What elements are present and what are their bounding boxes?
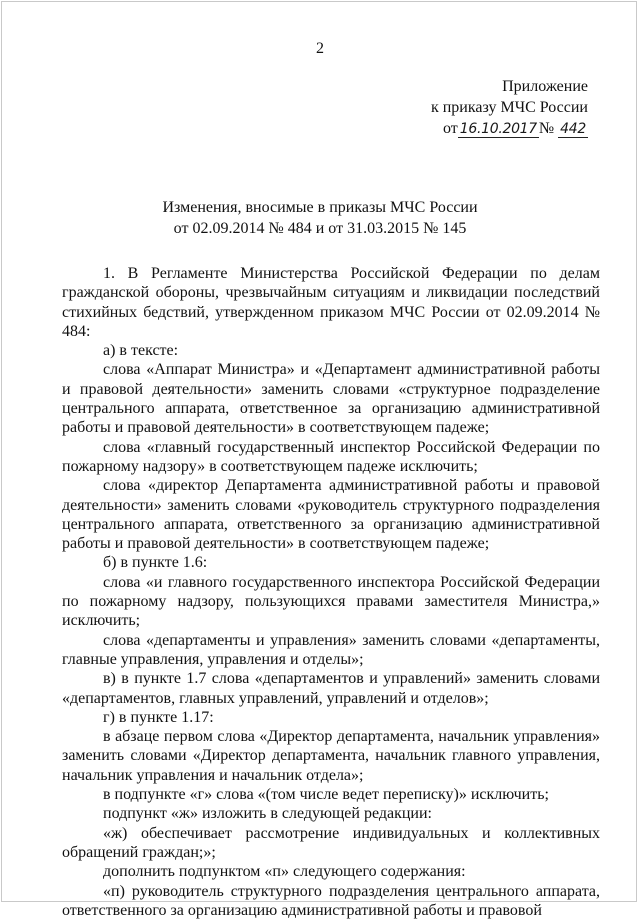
paragraph: в абзаце первом слова «Директор департамента, начальник управления» заменить словами «Директор департамента, начальник главного управления, начальник управления и начальник отдела»; <box>62 727 600 785</box>
paragraph: г) в пункте 1.17: <box>62 708 600 727</box>
paragraph: подпункт «ж» изложить в следующей редакции: <box>62 804 600 823</box>
handwritten-date: 16.10.2017 <box>458 121 539 138</box>
page-number: 2 <box>0 40 640 58</box>
appendix-block <box>431 76 588 139</box>
paragraph: в подпункте «г» слова «(том числе ведет переписку)» исключить; <box>62 785 600 804</box>
title-line-1: Изменения, вносимые в приказы МЧС России <box>0 197 640 218</box>
paragraph: «ж) обеспечивает рассмотрение индивидуальных и коллективных обращений граждан;»; <box>62 824 600 863</box>
appendix-order-reference: к приказу МЧС России <box>431 97 588 118</box>
paragraph: в) в пункте 1.7 слова «департаментов и управлений» заменить словами «департаментов, главных управлений, управлений и отделов»; <box>62 669 600 708</box>
date-from-label: от <box>443 120 458 137</box>
paragraph: слова «департаменты и управления» заменить словами «департаменты, главные управления, управления и отделы»; <box>62 631 600 670</box>
paragraph: 1. В Регламенте Министерства Российской Федерации по делам гражданской обороны, чрезвычайным ситуациям и ликвидации последствий стихийных бедствий, утвержденном приказом МЧС России от 02.09.2014 № 484: <box>62 264 600 341</box>
paragraph: слова «директор Департамента административной работы и правовой деятельности» заменить словами «руководитель структурного подразделения центрального аппарата, ответственного за организацию административной работы и правовой деятельности» в соответствующем падеже; <box>62 476 600 553</box>
appendix-date-number-line <box>431 118 588 139</box>
paragraph: «п) руководитель структурного подразделения центрального аппарата, ответственного за организацию административной работы и правовой <box>62 882 600 920</box>
document-title <box>0 197 640 239</box>
paragraph: дополнить подпунктом «п» следующего содержания: <box>62 862 600 881</box>
paragraph: слова «и главного государственного инспектора Российской Федерации по пожарному надзору, пользующихся правами заместителя Министра,» исключить; <box>62 573 600 631</box>
paragraph: слова «Аппарат Министра» и «Департамент административной работы и правовой деятельности» заменить словами «структурное подразделение центрального аппарата, ответственное за организацию административной работы и правовой деятельности» в соответствующем падеже; <box>62 360 600 437</box>
paragraph: слова «главный государственный инспектор Российской Федерации по пожарному надзору» в соответствующем падеже исключить; <box>62 438 600 477</box>
document-body <box>62 264 600 920</box>
title-line-2: от 02.09.2014 № 484 и от 31.03.2015 № 145 <box>0 218 640 239</box>
number-sign: № <box>539 120 554 137</box>
appendix-title: Приложение <box>431 76 588 97</box>
handwritten-order-number: 442 <box>558 121 588 138</box>
paragraph: а) в тексте: <box>62 341 600 360</box>
paragraph: б) в пункте 1.6: <box>62 553 600 572</box>
